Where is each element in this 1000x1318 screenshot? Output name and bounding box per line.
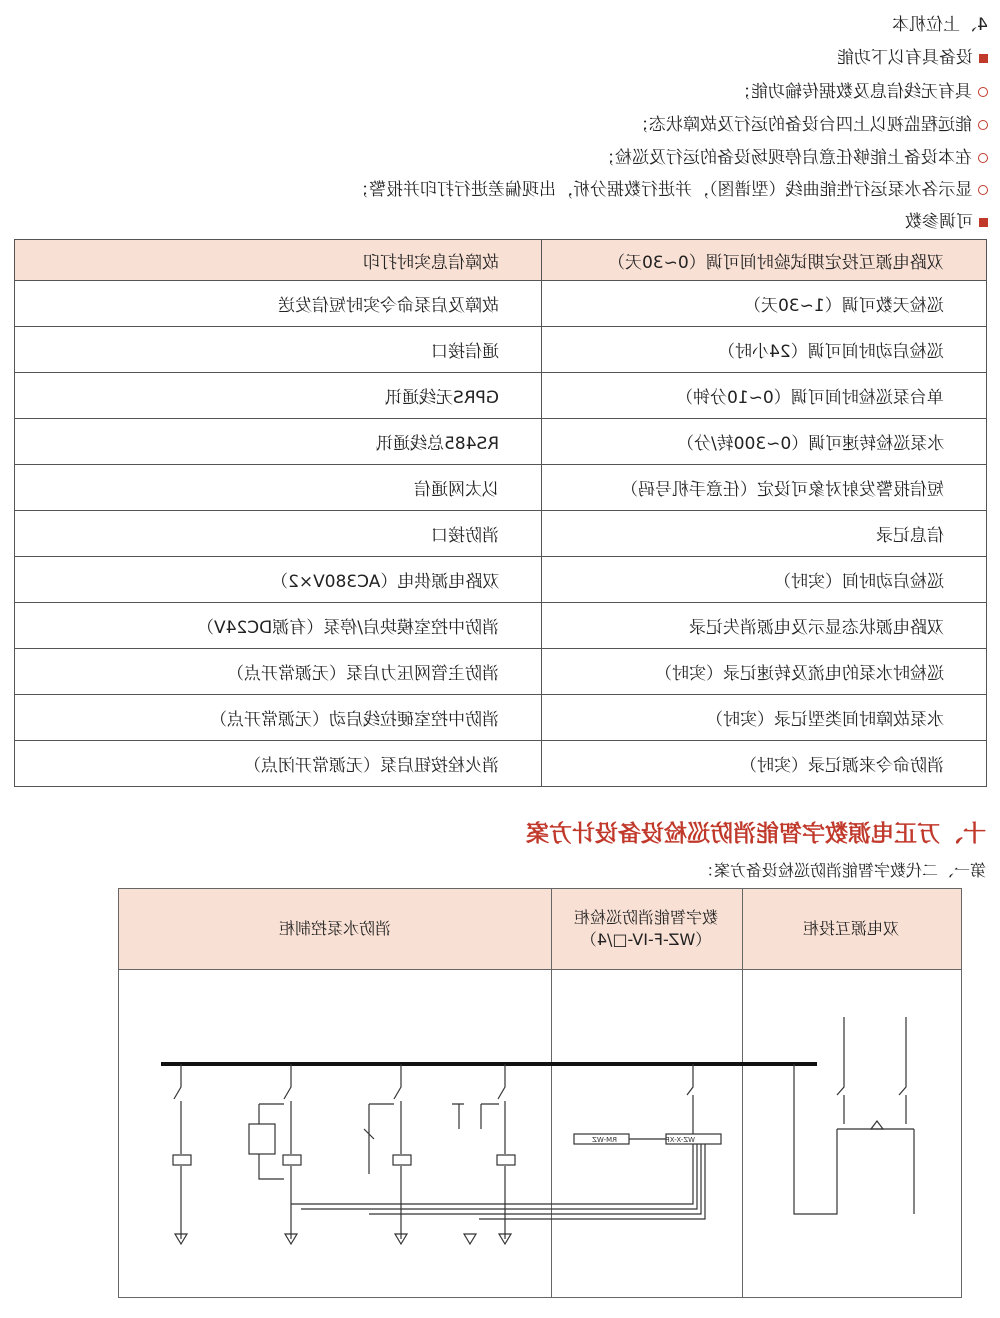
section-title: 十、万正电源数字智能消防巡检设备设计方案 bbox=[526, 821, 986, 847]
square-bullet-icon bbox=[979, 54, 988, 63]
signal-bus-1 bbox=[291, 1144, 693, 1204]
schematic-drawing bbox=[119, 889, 961, 1297]
circle-bullet-icon bbox=[978, 120, 988, 130]
table-cell: 巡检启动时间可调（24小时） bbox=[542, 327, 987, 373]
pump-branch-2 bbox=[284, 1064, 291, 1239]
feature-item: 能远程监视以上四台设备的运行及故障状态； bbox=[632, 110, 988, 135]
table-row bbox=[15, 465, 987, 511]
table-row bbox=[15, 327, 987, 373]
table-cell: 水泵巡检转速可调（0~300转/分） bbox=[542, 419, 987, 465]
contactor-box bbox=[249, 1124, 275, 1154]
params-title: 可调参数 bbox=[905, 207, 988, 232]
table-cell: 短信报警发射对象可设定（任意手机号码） bbox=[542, 465, 987, 511]
ground-icon-4 bbox=[464, 1234, 476, 1244]
table-cell: 消火栓按钮启泵（无源常开闭点） bbox=[15, 741, 542, 787]
intro-heading: 4、上位机本 bbox=[892, 15, 988, 35]
table-cell: 双路电源供电（AC380V×2） bbox=[15, 557, 542, 603]
table-cell: 巡检时水泵的电流及转速记录（实时） bbox=[542, 649, 987, 695]
table-cell: 消防中控室模块启/停泵（有源DC24V） bbox=[15, 603, 542, 649]
table-cell: 信息记录 bbox=[542, 511, 987, 557]
table-cell: 以太网通信 bbox=[15, 465, 542, 511]
feature-item: 在本设备上能够任意启停现场设备的运行及巡检； bbox=[598, 143, 988, 168]
pump-branch-1 bbox=[174, 1064, 181, 1239]
table-row bbox=[15, 741, 987, 787]
table-cell: 巡检启动时间（实时） bbox=[542, 557, 987, 603]
table-cell: 巡检天数可调（1~30天） bbox=[542, 281, 987, 327]
table-row bbox=[15, 695, 987, 741]
table-cell: 双路电源互投定期试验时间可调（0~30天） bbox=[542, 240, 987, 281]
table-row bbox=[15, 240, 987, 281]
table-cell: 故障及启泵命令实时短信发送 bbox=[15, 281, 542, 327]
inspection-switch bbox=[687, 1064, 693, 1134]
overload-relay-3 bbox=[393, 1155, 411, 1165]
dual-power-cabinet-label: 双电源互投柜 bbox=[803, 919, 900, 938]
transfer-icon bbox=[871, 1121, 883, 1129]
signal-bus-2 bbox=[301, 1144, 697, 1209]
aux-branch-a bbox=[481, 1104, 499, 1129]
circle-bullet-icon bbox=[978, 87, 988, 97]
table-row bbox=[15, 603, 987, 649]
features-title: 设备具有以下功能 bbox=[837, 43, 988, 68]
rm-label: RM-WZ bbox=[592, 1136, 617, 1144]
table-cell: 消防主管网压力启泵（无源常开点） bbox=[15, 649, 542, 695]
dual-feed-left bbox=[794, 1064, 837, 1214]
table-cell: 故障信息实时打印 bbox=[15, 240, 542, 281]
table-row bbox=[15, 649, 987, 695]
table-row bbox=[15, 557, 987, 603]
table-cell: 单台泵巡检时间可调（0~10分钟） bbox=[542, 373, 987, 419]
overload-relay-2 bbox=[283, 1155, 301, 1165]
pump-control-cabinet-label: 消防水泵控制柜 bbox=[278, 919, 391, 938]
table-row bbox=[15, 511, 987, 557]
table-row bbox=[15, 281, 987, 327]
table-row bbox=[15, 419, 987, 465]
switch-a bbox=[837, 1017, 844, 1124]
star-delta-branch bbox=[364, 1104, 394, 1174]
feature-item: 显示各水泵运行性能曲线（型谱图），并进行数据分析，出现偏差进行打印并报警； bbox=[352, 175, 989, 200]
table-cell: RS485总线通讯 bbox=[15, 419, 542, 465]
feature-item: 具有无线信息及数据传输功能； bbox=[734, 77, 988, 102]
square-bullet-icon bbox=[979, 218, 988, 227]
pump-branch-4 bbox=[498, 1064, 505, 1239]
params-table bbox=[14, 239, 987, 787]
table-cell: 消防接口 bbox=[15, 511, 542, 557]
table-cell: 水泵故障时间类型记录（实时） bbox=[542, 695, 987, 741]
circle-bullet-icon bbox=[978, 153, 988, 163]
wz-label: WZ-X-XF bbox=[665, 1136, 695, 1144]
switch-b bbox=[899, 1017, 906, 1124]
overload-relay-4 bbox=[497, 1155, 515, 1165]
table-cell: 消防中控室硬拉线启动（无源常开点） bbox=[15, 695, 542, 741]
table-cell: 消防命令来源记录（实时） bbox=[542, 741, 987, 787]
section-subtitle: 第一、二代数字智能消防巡检设备方案： bbox=[697, 861, 986, 880]
overload-relay-1 bbox=[173, 1155, 191, 1165]
table-cell: 通信接口 bbox=[15, 327, 542, 373]
table-cell: 双路电源状态显示及电源消失记录 bbox=[542, 603, 987, 649]
pump-branch-3 bbox=[394, 1064, 401, 1239]
aux-branch-b bbox=[452, 1104, 464, 1129]
inspection-cabinet-label: 数字智能消防巡检柜 （WZ-F-IV-□/4） bbox=[574, 908, 719, 949]
circle-bullet-icon bbox=[978, 185, 988, 195]
wiring-diagram bbox=[118, 888, 962, 1298]
table-cell: GPRS无线通讯 bbox=[15, 373, 542, 419]
table-row bbox=[15, 373, 987, 419]
